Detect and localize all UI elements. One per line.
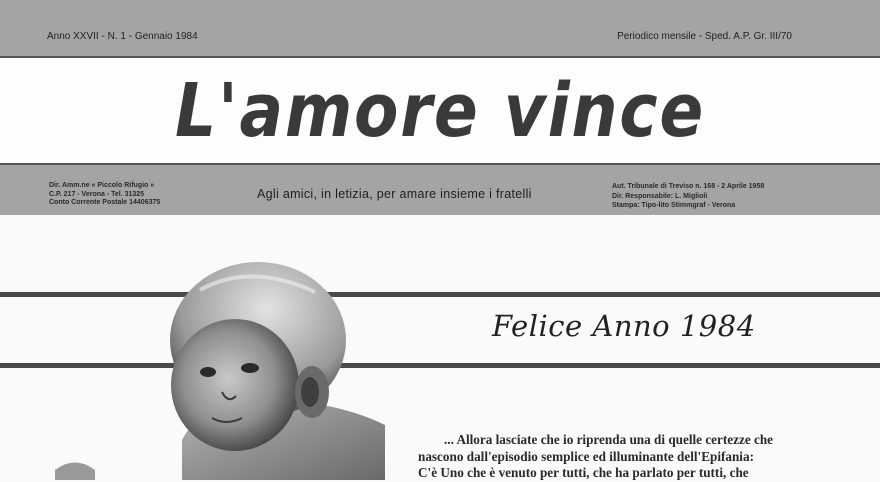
admin-line: Dir. Amm.ne « Piccolo Rifugio » [49, 182, 155, 189]
article-body [418, 432, 813, 482]
issue-info: Anno XXVII - N. 1 - Gennaio 1984 [47, 31, 198, 42]
article-headline: Felice Anno 1984 [492, 309, 756, 343]
admin-line: C.P. 217 - Verona - Tel. 31325 [49, 190, 145, 198]
tagline: Agli amici, in letizia, per amare insieme i fratelli [257, 187, 532, 201]
masthead-title: L'amore vince [175, 68, 705, 154]
legal-line: Stampa: Tipo-lito Stimmgraf - Verona [612, 202, 736, 209]
admin-line: Conto Corrente Postale 14406375 [49, 199, 161, 206]
periodical-info: Periodico mensile - Sped. A.P. Gr. III/70 [617, 31, 792, 42]
body-line: C'è Uno che è venuto per tutti, che ha parlato per tutti, che [418, 465, 749, 480]
legal-line: Dir. Responsabile: L. Miglioli [612, 192, 708, 200]
body-line: ... Allora lasciate che io riprenda una di quelle certezze che [444, 432, 774, 447]
legal-line: Aut. Tribunale di Treviso n. 168 - 2 Aprile 1958 [612, 183, 765, 190]
body-line: nascono dall'episodio semplice ed illuminante dell'Epifania: [418, 448, 754, 464]
